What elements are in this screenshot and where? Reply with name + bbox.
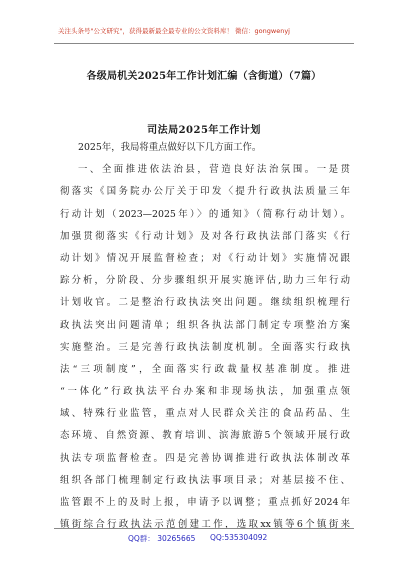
body-line: 实施整治。三是完善行政执法制度机制。全面落实行政执 <box>60 341 350 353</box>
body-line: 计划收官。二是整治行政执法突出问题。继续组织梳理行 <box>60 297 350 309</box>
body-line: 法“三项制度”，全面落实行政裁量权基准制度。推进 <box>60 363 350 375</box>
body-line: 域、特殊行业监管，重点对人民群众关注的食品药品、生 <box>60 408 350 420</box>
header-divider <box>54 43 354 44</box>
qq-group-number: QQ群： 30265665 <box>128 534 196 543</box>
qq-contact-number: QQ:535304092 <box>210 533 268 542</box>
body-line: 政执法突出问题清单；组织各执法部门制定专项整治方案 <box>60 319 350 331</box>
body-line: 一、全面推进依法治县，营造良好法治氛围。一是贯 <box>78 164 350 176</box>
footer-divider <box>54 528 354 529</box>
body-line: 加强贯彻落实《行动计划》及对各行政执法部门落实《行 <box>60 230 350 242</box>
body-line: 彻落实《国务院办公厅关于印发〈提升行政执法质量三年 <box>60 186 350 198</box>
body-line: 执法专项监督检查。四是完善协调推进行政执法体制改革 <box>60 452 350 464</box>
body-line: 行动计划（2023—2025年）〉的通知》（简称行动计划）。 <box>60 208 350 220</box>
body-line: “一体化”行政执法平台办案和非现场执法，加强重点领 <box>60 386 350 398</box>
section-title: 司法局2025年工作计划 <box>147 125 261 136</box>
body-line: 动计划》情况开展监督检查；对《行动计划》实施情况跟 <box>60 252 350 264</box>
body-line: 踪分析，分阶段、分步骤组织开展实施评估,助力三年行动 <box>60 275 350 287</box>
body-line: 镇街综合行政执法示范创建工作，选取xx镇等6个镇街来 <box>60 519 350 531</box>
body-text <box>60 137 350 536</box>
promo-banner: 关注头条号"公文研究"，获得最新最全最专业的公文资料库！ 微信：gongwenyj <box>58 27 290 35</box>
body-line: 监管跟不上的及时上报，申请予以调整；重点抓好2024年 <box>60 497 350 508</box>
body-line: 态环境、自然资源、教育培训、滨海旅游5个领域开展行政 <box>60 430 350 442</box>
body-line: 组织各部门梳理制定行政执法事项目录；对基层接不住、 <box>60 474 350 486</box>
document-title: 各级局机关2025年工作计划汇编（含街道）（7篇） <box>86 71 322 82</box>
body-line: 2025年，我局将重点做好以下几方面工作。 <box>78 142 262 153</box>
